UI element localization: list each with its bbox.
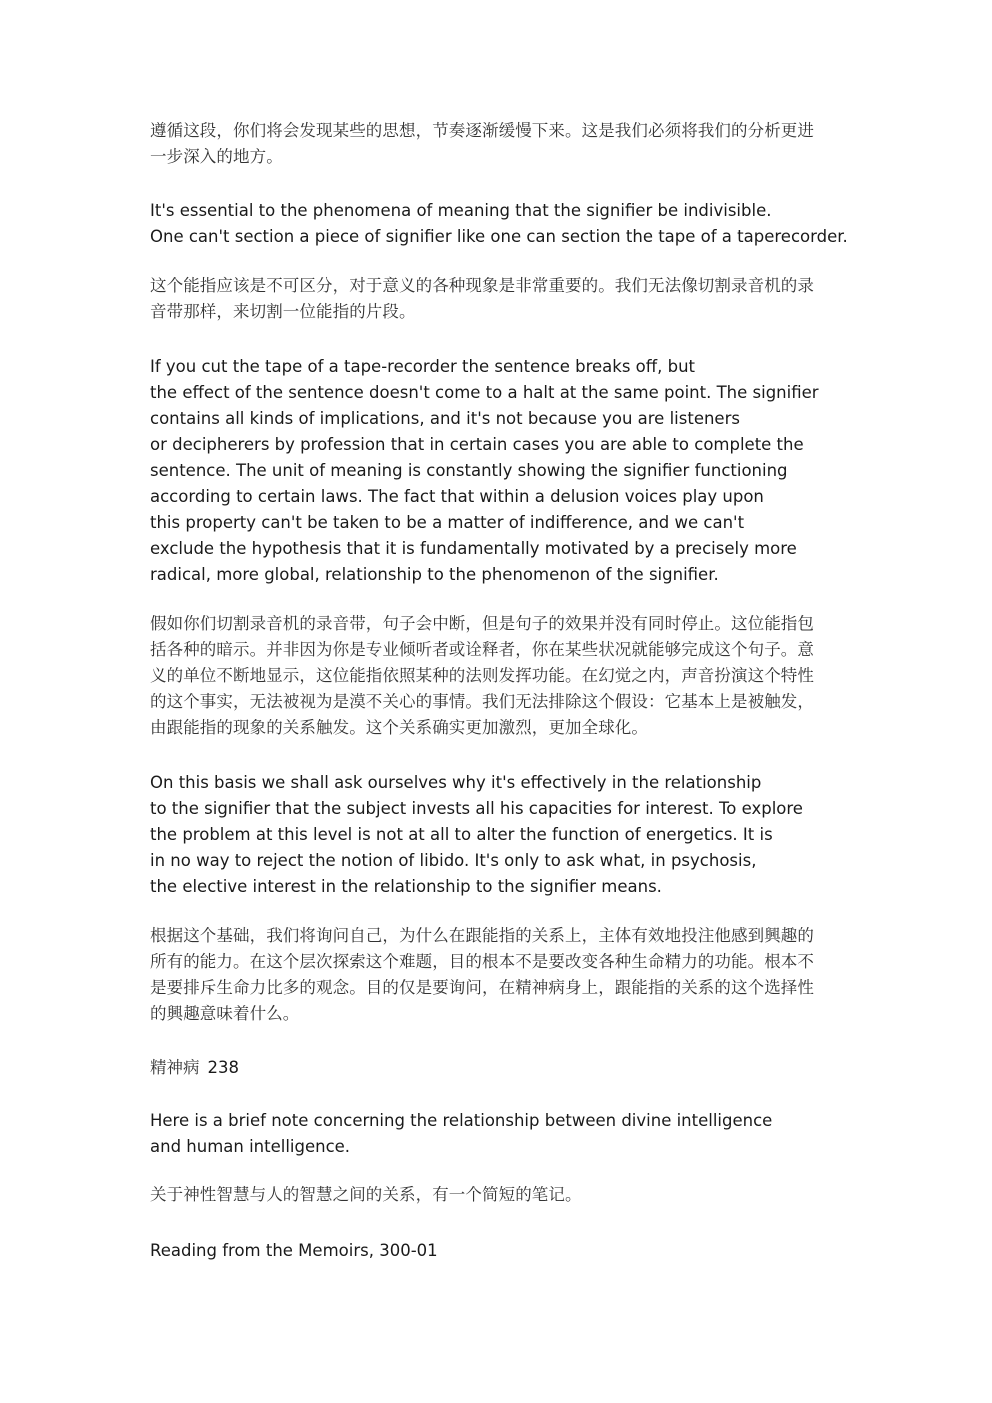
text-line: 所有的能力。在这个层次探索这个难题，目的根本不是要改变各种生命精力的功能。根本不: [150, 952, 814, 971]
text-line: 关于神性智慧与人的智慧之间的关系，有一个简短的笔记。: [150, 1185, 582, 1204]
text-line: If you cut the tape of a tape-recorder the sentence breaks off, but: [150, 357, 696, 376]
text-line: 一步深入的地方。: [150, 147, 283, 166]
text-line: One can't section a piece of signifier like one can section the tape of a taperecorder.: [150, 227, 848, 246]
text-line: sentence. The unit of meaning is constantly showing the signifier functioning: [150, 461, 788, 480]
text-line: It's essential to the phenomena of meaning that the signifier be indivisible.: [150, 201, 772, 220]
text-line: 的这个事实，无法被视为是漠不关心的事情。我们无法排除这个假设：它基本上是被触发，: [150, 692, 814, 711]
paragraph-zh-4: [150, 923, 850, 1027]
text-line: the elective interest in the relationship to the signifier means.: [150, 877, 662, 896]
text-line: and human intelligence.: [150, 1137, 351, 1156]
text-line: exclude the hypothesis that it is fundamentally motivated by a precisely more: [150, 539, 797, 558]
paragraph-zh-1: [150, 118, 850, 170]
text-line: 音带那样，来切割一位能指的片段。: [150, 302, 416, 321]
text-line: 这个能指应该是不可区分，对于意义的各种现象是非常重要的。我们无法像切割录音机的录: [150, 276, 814, 295]
text-line: contains all kinds of implications, and it's not because you are listeners: [150, 409, 740, 428]
page-number: 238: [207, 1058, 239, 1077]
paragraph-en-2: [150, 354, 850, 588]
paragraph-en-4: [150, 1108, 850, 1160]
text-line: Reading from the Memoirs, 300-01: [150, 1241, 438, 1260]
paragraph-zh-5: [150, 1182, 850, 1208]
text-line: 假如你们切割录音机的录音带，句子会中断，但是句子的效果并没有同时停止。这位能指包: [150, 614, 814, 633]
text-line: 由跟能指的现象的关系触发。这个关系确实更加激烈，更加全球化。: [150, 718, 648, 737]
text-line: Here is a brief note concerning the relationship between divine intelligence: [150, 1111, 773, 1130]
text-line: radical, more global, relationship to the phenomenon of the signifier.: [150, 565, 719, 584]
text-line: the problem at this level is not at all to alter the function of energetics. It is: [150, 825, 773, 844]
text-line: in no way to reject the notion of libido. It's only to ask what, in psychosis,: [150, 851, 757, 870]
text-line: according to certain laws. The fact that within a delusion voices play upon: [150, 487, 764, 506]
text-line: the effect of the sentence doesn't come to a halt at the same point. The signifier: [150, 383, 819, 402]
paragraph-en-1: [150, 198, 850, 250]
paragraph-en-5: [150, 1238, 850, 1264]
text-line: 是要排斥生命力比多的观念。目的仅是要询问，在精神病身上，跟能指的关系的这个选择性: [150, 978, 814, 997]
text-line: 的興趣意味着什么。: [150, 1004, 300, 1023]
paragraph-zh-3: [150, 611, 850, 741]
text-line: 遵循这段，你们将会发现某些的思想，节奏逐渐缓慢下来。这是我们必须将我们的分析更进: [150, 121, 814, 140]
text-line: 根据这个基础，我们将询问自己，为什么在跟能指的关系上，主体有效地投注他感到興趣的: [150, 926, 814, 945]
text-line: or decipherers by profession that in certain cases you are able to complete the: [150, 435, 804, 454]
page-reference: [150, 1055, 850, 1081]
paragraph-en-3: [150, 770, 850, 900]
text-line: this property can't be taken to be a matter of indifference, and we can't: [150, 513, 745, 532]
text-line: 义的单位不断地显示，这位能指依照某种的法则发挥功能。在幻觉之内，声音扮演这个特性: [150, 666, 814, 685]
text-line: to the signifier that the subject invests all his capacities for interest. To explore: [150, 799, 803, 818]
text-line: 括各种的暗示。并非因为你是专业倾听者或诠释者，你在某些状况就能够完成这个句子。意: [150, 640, 814, 659]
page-reference-label: 精神病: [150, 1058, 200, 1077]
paragraph-zh-2: [150, 273, 850, 325]
text-line: On this basis we shall ask ourselves why it's effectively in the relationship: [150, 773, 762, 792]
